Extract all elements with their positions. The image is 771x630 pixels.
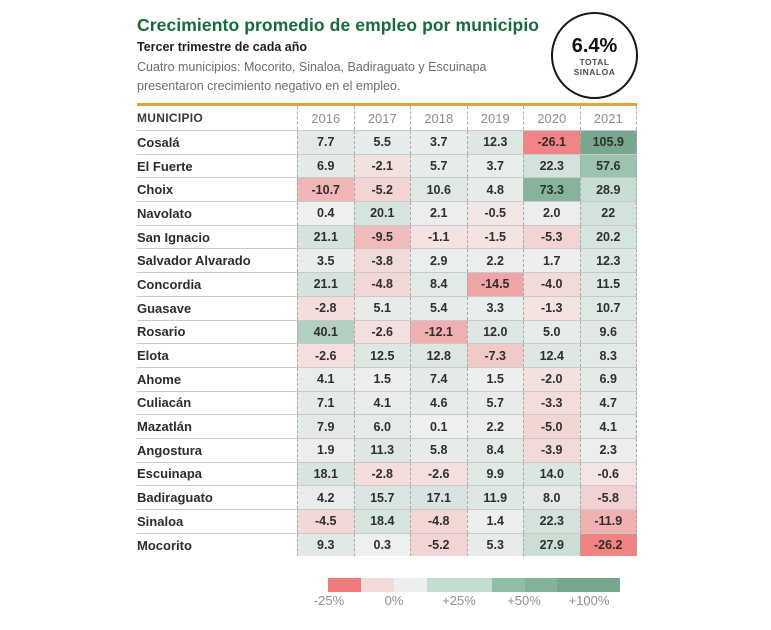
value-cell: 6.0 [354, 415, 411, 438]
value-cell: 1.7 [523, 249, 580, 272]
value-cell: 28.9 [580, 178, 638, 201]
value-cell: 27.9 [523, 534, 580, 557]
value-cell: -4.5 [297, 510, 354, 533]
value-cell: 8.3 [580, 344, 638, 367]
table-row [137, 320, 637, 344]
value-cell: -5.2 [410, 534, 467, 557]
municipality-name: Salvador Alvarado [137, 249, 297, 272]
table-row [137, 414, 637, 438]
value-cell: 0.3 [354, 534, 411, 557]
value-cell: -2.6 [410, 463, 467, 486]
employment-heatmap-table [137, 103, 637, 556]
table-row [137, 485, 637, 509]
legend-segment [557, 578, 620, 592]
value-cell: -5.2 [354, 178, 411, 201]
value-cell: 105.9 [580, 131, 638, 154]
column-header-2021: 2021 [580, 106, 638, 130]
table-row [137, 296, 637, 320]
value-cell: -2.1 [354, 155, 411, 178]
value-cell: 18.4 [354, 510, 411, 533]
legend-label: +50% [507, 593, 541, 608]
municipality-name: Guasave [137, 297, 297, 320]
table-row [137, 533, 637, 557]
column-header-2018: 2018 [410, 106, 467, 130]
value-cell: -5.8 [580, 486, 638, 509]
value-cell: 20.2 [580, 226, 638, 249]
legend-label: +100% [568, 593, 610, 608]
page-description: Cuatro municipios: Mocorito, Sinaloa, Badiraguato y Escuinapa presentaron crecimiento negativo en el empleo. [137, 60, 487, 93]
table-row [137, 462, 637, 486]
value-cell: 3.7 [410, 131, 467, 154]
municipality-name: Culiacán [137, 392, 297, 415]
table-row [137, 272, 637, 296]
table-body [137, 130, 637, 556]
value-cell: 14.0 [523, 463, 580, 486]
value-cell: 17.1 [410, 486, 467, 509]
value-cell: 2.9 [410, 249, 467, 272]
municipality-name: San Ignacio [137, 226, 297, 249]
value-cell: 0.4 [297, 202, 354, 225]
value-cell: 11.5 [580, 273, 638, 296]
value-cell: -2.8 [297, 297, 354, 320]
value-cell: 6.9 [297, 155, 354, 178]
value-cell: -2.6 [297, 344, 354, 367]
value-cell: -1.5 [467, 226, 524, 249]
total-badge-label-line2: SINALOA [573, 66, 616, 77]
value-cell: -2.8 [354, 463, 411, 486]
value-cell: 12.5 [354, 344, 411, 367]
page-subtitle: Tercer trimestre de cada año [137, 40, 307, 54]
table-row [137, 225, 637, 249]
table-row [137, 177, 637, 201]
value-cell: 5.0 [523, 321, 580, 344]
value-cell: -4.8 [410, 510, 467, 533]
value-cell: 4.8 [467, 178, 524, 201]
legend-segment [328, 578, 361, 592]
value-cell: -1.3 [523, 297, 580, 320]
value-cell: 4.6 [410, 392, 467, 415]
municipality-name: Ahome [137, 368, 297, 391]
value-cell: 6.9 [580, 368, 638, 391]
value-cell: 12.4 [523, 344, 580, 367]
value-cell: 3.5 [297, 249, 354, 272]
value-cell: 4.7 [580, 392, 638, 415]
legend-segment [361, 578, 394, 592]
value-cell: -12.1 [410, 321, 467, 344]
value-cell: 10.6 [410, 178, 467, 201]
value-cell: -0.5 [467, 202, 524, 225]
value-cell: 12.3 [467, 131, 524, 154]
value-cell: -26.1 [523, 131, 580, 154]
municipality-name: Navolato [137, 202, 297, 225]
value-cell: 5.5 [354, 131, 411, 154]
value-cell: 4.2 [297, 486, 354, 509]
value-cell: 20.1 [354, 202, 411, 225]
table-header-row [137, 106, 637, 130]
value-cell: 2.3 [580, 439, 638, 462]
value-cell: -9.5 [354, 226, 411, 249]
value-cell: 11.3 [354, 439, 411, 462]
column-header-2017: 2017 [354, 106, 411, 130]
municipality-name: Rosario [137, 321, 297, 344]
table-row [137, 201, 637, 225]
table-row [137, 509, 637, 533]
value-cell: 3.7 [467, 155, 524, 178]
value-cell: 21.1 [297, 273, 354, 296]
value-cell: 5.1 [354, 297, 411, 320]
legend-segment [427, 578, 492, 592]
value-cell: 8.4 [467, 439, 524, 462]
municipality-name: Mazatlán [137, 415, 297, 438]
page-title: Crecimiento promedio de empleo por municipio [137, 15, 540, 35]
table-row [137, 391, 637, 415]
table-row [137, 248, 637, 272]
value-cell: -10.7 [297, 178, 354, 201]
value-cell: 9.3 [297, 534, 354, 557]
value-cell: 22.3 [523, 510, 580, 533]
value-cell: -3.9 [523, 439, 580, 462]
column-header-2019: 2019 [467, 106, 524, 130]
value-cell: 5.8 [410, 439, 467, 462]
value-cell: 4.1 [297, 368, 354, 391]
value-cell: 3.3 [467, 297, 524, 320]
total-badge [551, 12, 638, 99]
municipality-name: Cosalá [137, 131, 297, 154]
total-badge-value: 6.4% [571, 34, 618, 57]
value-cell: 18.1 [297, 463, 354, 486]
value-cell: 2.1 [410, 202, 467, 225]
table-row [137, 130, 637, 154]
municipality-name: Choix [137, 178, 297, 201]
value-cell: 57.6 [580, 155, 638, 178]
value-cell: 11.9 [467, 486, 524, 509]
legend-segment [394, 578, 427, 592]
value-cell: -4.0 [523, 273, 580, 296]
value-cell: 12.3 [580, 249, 638, 272]
value-cell: 73.3 [523, 178, 580, 201]
legend-label: -25% [313, 593, 345, 608]
value-cell: 12.0 [467, 321, 524, 344]
value-cell: 4.1 [354, 392, 411, 415]
legend-segment [492, 578, 525, 592]
municipality-name: El Fuerte [137, 155, 297, 178]
value-cell: -1.1 [410, 226, 467, 249]
value-cell: -5.3 [523, 226, 580, 249]
value-cell: 7.7 [297, 131, 354, 154]
value-cell: 22.3 [523, 155, 580, 178]
municipality-name: Elota [137, 344, 297, 367]
municipality-name: Concordia [137, 273, 297, 296]
value-cell: 15.7 [354, 486, 411, 509]
table-row [137, 154, 637, 178]
value-cell: -2.6 [354, 321, 411, 344]
value-cell: 2.2 [467, 249, 524, 272]
value-cell: 5.7 [410, 155, 467, 178]
value-cell: -26.2 [580, 534, 638, 557]
value-cell: 1.4 [467, 510, 524, 533]
value-cell: 5.3 [467, 534, 524, 557]
value-cell: 2.2 [467, 415, 524, 438]
municipality-name: Angostura [137, 439, 297, 462]
value-cell: 22 [580, 202, 638, 225]
value-cell: 21.1 [297, 226, 354, 249]
legend-color-bar [328, 578, 620, 592]
value-cell: 4.1 [580, 415, 638, 438]
value-cell: -11.9 [580, 510, 638, 533]
table-row [137, 438, 637, 462]
value-cell: 10.7 [580, 297, 638, 320]
value-cell: 1.5 [467, 368, 524, 391]
value-cell: 40.1 [297, 321, 354, 344]
value-cell: 1.9 [297, 439, 354, 462]
column-header-2016: 2016 [297, 106, 354, 130]
value-cell: -0.6 [580, 463, 638, 486]
table-row [137, 367, 637, 391]
value-cell: 9.6 [580, 321, 638, 344]
column-header-municipio: MUNICIPIO [137, 111, 204, 125]
value-cell: 1.5 [354, 368, 411, 391]
value-cell: 5.4 [410, 297, 467, 320]
legend-labels [297, 593, 621, 608]
value-cell: 8.4 [410, 273, 467, 296]
municipality-name: Badiraguato [137, 486, 297, 509]
value-cell: -5.0 [523, 415, 580, 438]
value-cell: 2.0 [523, 202, 580, 225]
value-cell: 8.0 [523, 486, 580, 509]
legend-label: +25% [442, 593, 476, 608]
value-cell: -4.8 [354, 273, 411, 296]
value-cell: -7.3 [467, 344, 524, 367]
table-row [137, 343, 637, 367]
value-cell: -3.8 [354, 249, 411, 272]
value-cell: 7.1 [297, 392, 354, 415]
value-cell: 12.8 [410, 344, 467, 367]
municipality-name: Mocorito [137, 534, 297, 557]
value-cell: -14.5 [467, 273, 524, 296]
value-cell: -2.0 [523, 368, 580, 391]
municipality-name: Escuinapa [137, 463, 297, 486]
value-cell: 0.1 [410, 415, 467, 438]
value-cell: 5.7 [467, 392, 524, 415]
value-cell: 7.4 [410, 368, 467, 391]
municipality-name: Sinaloa [137, 510, 297, 533]
value-cell: 9.9 [467, 463, 524, 486]
legend-label: 0% [384, 593, 404, 608]
total-badge-label-line1: TOTAL [579, 56, 610, 67]
legend-segment [525, 578, 557, 592]
column-header-2020: 2020 [523, 106, 580, 130]
value-cell: -3.3 [523, 392, 580, 415]
value-cell: 7.9 [297, 415, 354, 438]
